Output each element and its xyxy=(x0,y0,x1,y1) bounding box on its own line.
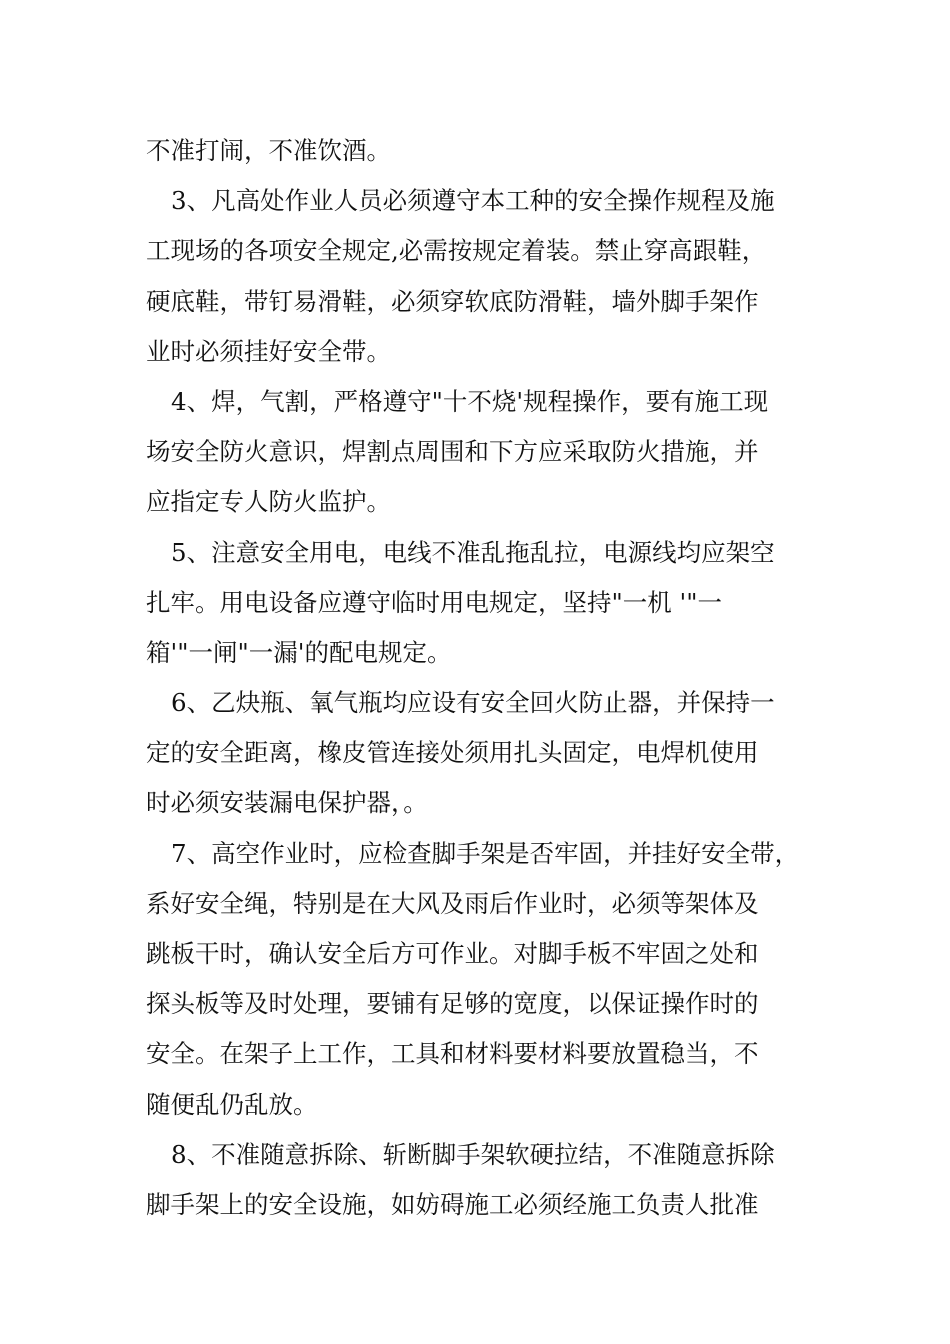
text-line-18: 探头板等及时处理，要铺有足够的宽度，以保证操作时的 xyxy=(146,989,759,1019)
text-line-15: 7、高空作业时，应检查脚手架是否牢固，并挂好安全带， xyxy=(171,838,800,868)
document-page xyxy=(146,126,810,1230)
text-line-21: 8、不准随意拆除、斩断脚手架软硬拉结，不准随意拆除 xyxy=(171,1139,775,1169)
text-line-22: 脚手架上的安全设施，如妨碍施工必须经施工负责人批准 xyxy=(146,1189,759,1219)
text-line-17: 跳板干时，确认安全后方可作业。对脚手板不牢固之处和 xyxy=(146,939,759,968)
text-line-8: 应指定专人防火监护。 xyxy=(146,487,391,517)
text-line-12: 6、乙炔瓶、氧气瓶均应设有安全回火防止器，并保持一 xyxy=(171,688,775,718)
text-line-16: 系好安全绳，特别是在大风及雨后作业时，必须等架体及 xyxy=(146,888,759,918)
text-line-10: 扎牢。用电设备应遵守临时用电规定，坚持"一机 '"一 xyxy=(146,587,723,617)
text-line-11: 箱'"一闸"一漏'的配电规定。 xyxy=(146,637,452,667)
text-line-7: 场安全防火意识，焊割点周围和下方应采取防火措施，并 xyxy=(146,437,759,467)
text-line-5: 业时必须挂好安全带。 xyxy=(146,336,391,366)
text-line-20: 随便乱仍乱放。 xyxy=(146,1089,318,1119)
text-line-13: 定的安全距离，橡皮管连接处须用扎头固定，电焊机使用 xyxy=(146,738,759,768)
text-line-1: 不准打闹，不准饮酒。 xyxy=(146,136,391,165)
text-line-19: 安全。在架子上工作，工具和材料要材料要放置稳当，不 xyxy=(146,1039,759,1069)
text-line-4: 硬底鞋，带钉易滑鞋，必须穿软底防滑鞋，墙外脚手架作 xyxy=(146,286,759,316)
text-line-9: 5、注意安全用电，电线不准乱拖乱拉，电源线均应架空 xyxy=(171,537,775,567)
text-line-14: 时必须安装漏电保护器，。 xyxy=(146,788,428,818)
text-line-2: 3、凡高处作业人员必须遵守本工种的安全操作规程及施 xyxy=(171,186,775,216)
text-line-3: 工现场的各项安全规定,必需按规定着装。禁止穿高跟鞋， xyxy=(146,236,767,266)
text-line-6: 4、焊，气割，严格遵守"十不烧'规程操作，要有施工现 xyxy=(171,386,769,416)
